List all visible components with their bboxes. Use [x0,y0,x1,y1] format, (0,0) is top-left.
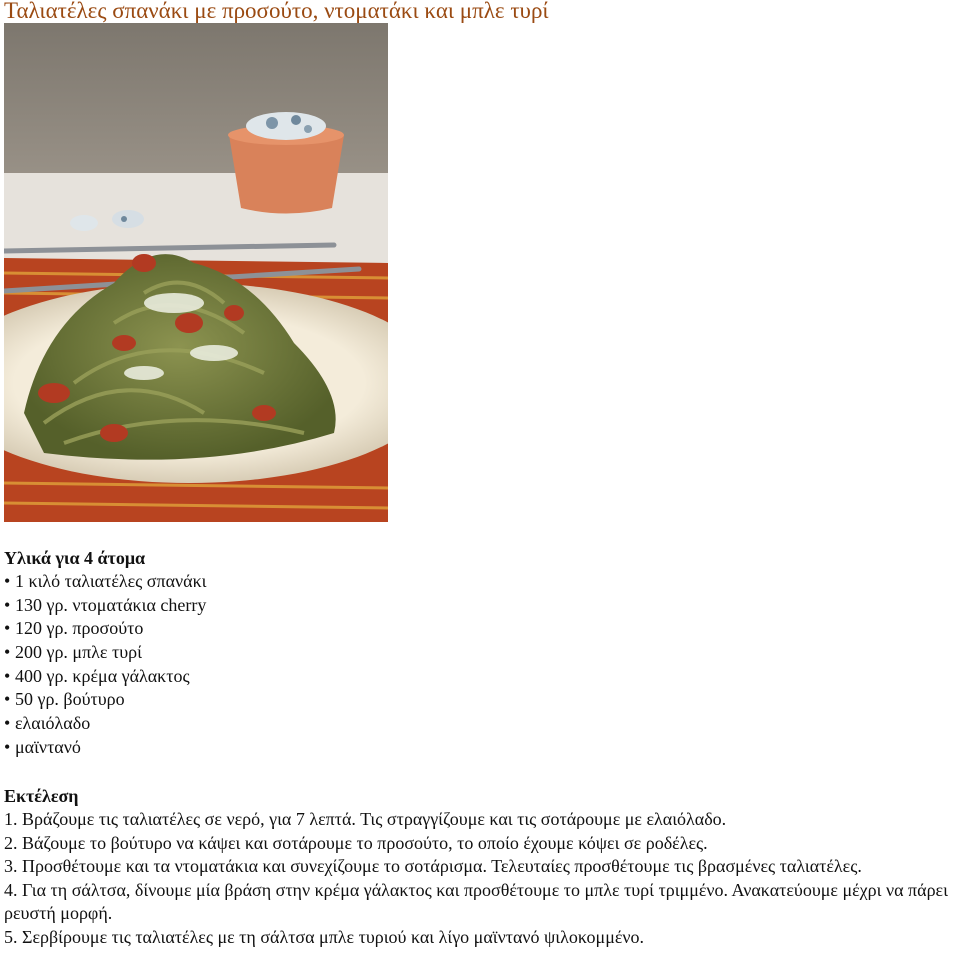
method-step: 2. Βάζουμε το βούτυρο να κάψει και σοτάρουμε το προσούτο, το οποίο έχουμε κόψει σε ροδέλες. [4,832,708,853]
list-item: • μαϊντανό [4,736,207,760]
method-heading: Εκτέλεση [4,786,79,806]
list-item: • 400 γρ. κρέμα γάλακτος [4,665,207,689]
list-item: • 130 γρ. ντοματάκια cherry [4,594,207,618]
list-item: • ελαιόλαδο [4,712,207,736]
list-item: • 50 γρ. βούτυρο [4,688,207,712]
tagliatelle-dish-photo [4,23,388,522]
method-step: 5. Σερβίρουμε τις ταλιατέλες με τη σάλτσα μπλε τυριού και λίγο μαϊντανό ψιλοκομμένο. [4,926,645,947]
ingredients-list [4,570,207,760]
method-step: 4. Για τη σάλτσα, δίνουμε μία βράση στην κρέμα γάλακτος και προσθέτουμε το μπλε τυρί τριμμένο. Ανακατεύουμε μέχρι να πάρει ρευστή μορφή. [4,879,948,924]
method-steps [4,808,960,950]
ingredients-heading: Υλικά για 4 άτομα [4,548,146,568]
method-step: 3. Προσθέτουμε και τα ντοματάκια και συνεχίζουμε το σοτάρισμα. Τελευταίες προσθέτουμε τις βρασμένες ταλιατέλες. [4,856,862,877]
list-item: • 1 κιλό ταλιατέλες σπανάκι [4,570,207,594]
list-item: • 200 γρ. μπλε τυρί [4,641,207,665]
recipe-title: Ταλιατέλες σπανάκι με προσούτο, ντοματάκι και μπλε τυρί [4,0,549,23]
method-step: 1. Βράζουμε τις ταλιατέλες σε νερό, για 7 λεπτά. Τις στραγγίζουμε και τις σοτάρουμε με ελαιόλαδο. [4,809,727,829]
list-item: • 120 γρ. προσούτο [4,617,207,641]
